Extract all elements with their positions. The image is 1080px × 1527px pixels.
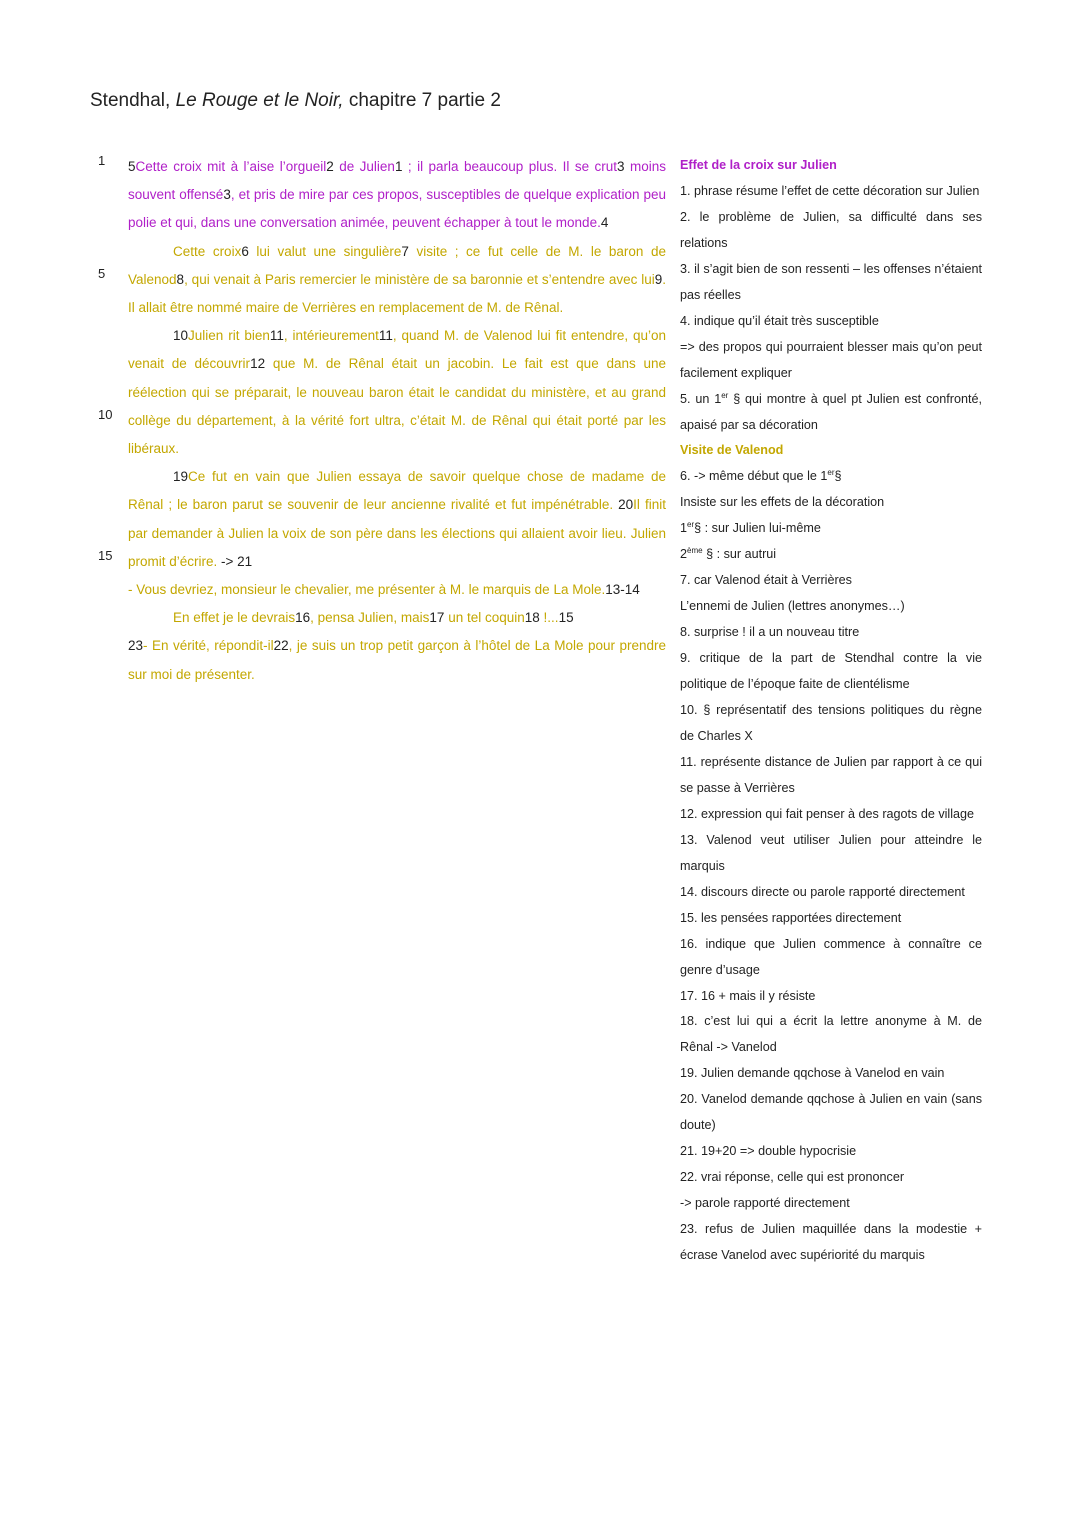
paragraph-1: 5Cette croix mit à l’aise l’orgueil2 de Julien1 ; il parla beaucoup plus. Il se crut3 moins souvent offensé3, et pris de mire par ces propos, susceptibles de quelque explication peu polie et qui, dans une conversation animée, peuvent échapper à tout le monde.4 <box>128 159 666 231</box>
line-number-10: 10 <box>98 407 113 422</box>
paragraph-5: - Vous devriez, monsieur le chevalier, me présenter à M. le marquis de La Mole.13-14 <box>128 582 640 598</box>
paragraph-6: En effet je le devrais16, pensa Julien, mais17 un tel coquin18 !...15 <box>173 610 574 626</box>
note-5: 5. un 1er § qui montre à quel pt Julien est confronté, apaisé par sa décoration <box>680 390 983 432</box>
note-17: 17. 16 + mais il y résiste <box>680 988 816 1003</box>
note-14: 14. discours directe ou parole rapporté directement <box>680 884 965 899</box>
notes-heading-valenod: Visite de Valenod <box>680 443 784 458</box>
source-text <box>128 153 666 689</box>
note-15: 15. les pensées rapportées directement <box>680 910 902 925</box>
annotation-notes <box>680 153 982 1269</box>
line-number-15: 15 <box>98 548 113 563</box>
paragraph-4: 19Ce fut en vain que Julien essaya de savoir quelque chose de madame de Rênal ; le baron parut se souvenir de leur ancienne rivalité et fut impénétrable. 20Il finit par demander à Julien la voix de son père dans les élections qui allaient avoir lieu. Julien promit d’écrire. -> 21 <box>128 469 666 569</box>
note-6: 6. -> même début que le 1er§ <box>680 468 842 484</box>
note-11: 11. représente distance de Julien par rapport à ce qui se passe à Verrières <box>680 754 982 795</box>
paragraph-2: Cette croix6 lui valut une singulière7 visite ; ce fut celle de M. le baron de Valenod8, qui venait à Paris remercier le ministère de sa baronnie et s’entendre avec lui9. Il allait être nommé maire de Verrières en remplacement de M. de Rênal. <box>128 243 666 316</box>
note-4-detail: => des propos qui pourraient blesser mais qu’on peut facilement expliquer <box>680 339 982 380</box>
note-6-first: 1er§ : sur Julien lui-même <box>680 520 821 536</box>
line-number-1: 1 <box>98 153 106 168</box>
note-19: 19. Julien demande qqchose à Vanelod en vain <box>680 1066 945 1081</box>
page-title: Stendhal, Le Rouge et le Noir, chapitre 7 partie 2 <box>90 90 501 111</box>
note-7: 7. car Valenod était à Verrières <box>680 573 852 588</box>
note-22-detail: -> parole rapporté directement <box>680 1196 850 1211</box>
note-8: 8. surprise ! il a un nouveau titre <box>680 625 860 640</box>
note-4: 4. indique qu’il était très susceptible <box>680 313 879 328</box>
line-number-5: 5 <box>98 266 106 281</box>
notes-heading-croix: Effet de la croix sur Julien <box>680 158 837 172</box>
note-6-second: 2ème § : sur autrui <box>680 546 777 562</box>
note-12: 12. expression qui fait penser à des ragots de village <box>680 806 975 821</box>
note-16: 16. indique que Julien commence à connaître ce genre d’usage <box>680 936 982 977</box>
note-20: 20. Vanelod demande qqchose à Julien en vain (sans doute) <box>680 1092 982 1133</box>
note-22: 22. vrai réponse, celle qui est prononcer <box>680 1170 905 1185</box>
note-7-detail: L’ennemi de Julien (lettres anonymes…) <box>680 599 905 614</box>
note-1: 1. phrase résume l’effet de cette décoration sur Julien <box>680 183 980 198</box>
note-23: 23. refus de Julien maquillée dans la modestie + écrase Vanelod avec supériorité du marquis <box>680 1222 982 1263</box>
note-9: 9. critique de la part de Stendhal contre la vie politique de l’époque faite de clientélisme <box>680 651 982 692</box>
note-21: 21. 19+20 => double hypocrisie <box>680 1144 857 1159</box>
paragraph-7: 23- En vérité, répondit-il22, je suis un trop petit garçon à l’hôtel de La Mole pour prendre sur moi de présenter. <box>128 638 666 682</box>
paragraph-3: 10Julien rit bien11, intérieurement11, quand M. de Valenod lui fit entendre, qu’on venait de découvrir12 que M. de Rênal était un jacobin. Le fait est que dans une réélection qui se préparait, le nouveau baron était le candidat du ministère, et au grand collège du département, à la vérité fort ultra, c’était M. de Rênal qui était porté par les libéraux. <box>128 328 667 457</box>
note-13: 13. Valenod veut utiliser Julien pour atteindre le marquis <box>680 832 982 873</box>
note-10: 10. § représentatif des tensions politiques du règne de Charles X <box>680 703 982 743</box>
note-6-detail: Insiste sur les effets de la décoration <box>680 495 885 510</box>
note-3: 3. il s’agit bien de son ressenti – les offenses n’étaient pas réelles <box>680 261 982 302</box>
note-2: 2. le problème de Julien, sa difficulté dans ses relations <box>680 209 982 250</box>
note-18: 18. c’est lui qui a écrit la lettre anonyme à M. de Rênal -> Vanelod <box>680 1014 982 1055</box>
